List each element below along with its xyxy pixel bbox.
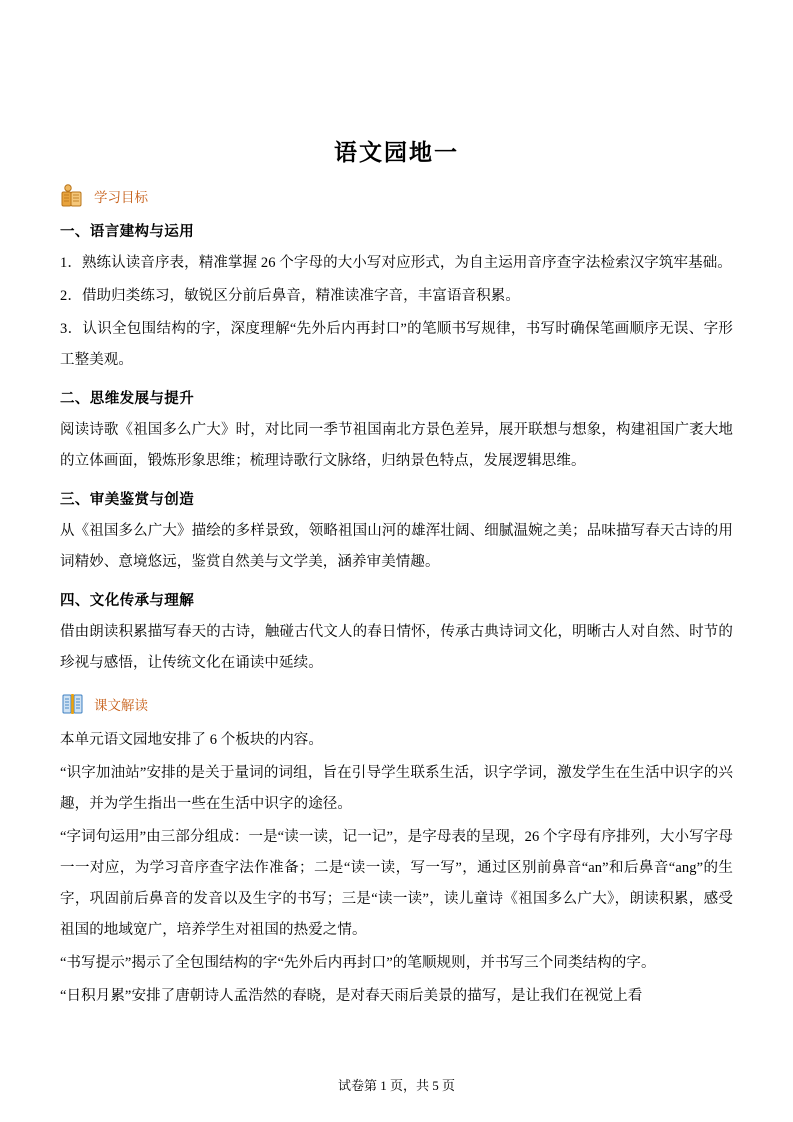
content-group [60,589,733,679]
paragraph: “日积月累”安排了唐朝诗人孟浩然的春晓，是对春天雨后美景的描写，是让我们在视觉上看 [60,988,643,1004]
subheading: 四、文化传承与理解 [60,593,195,609]
paragraph: “书写提示”揭示了全包围结构的字“先外后内再封口”的笔顺规则，并书写三个同类结构的字。 [60,955,656,971]
section-header-study-goal [60,183,733,209]
paragraph: 1．熟练认读音序表，精准掌握 26 个字母的大小写对应形式，为自主运用音序查字法检索汉字筑牢基础。 [60,255,732,271]
section-heading-label: 课文解读 [94,698,148,713]
text-reading-icon [60,691,86,717]
study-goal-icon [60,183,86,209]
page-footer: 试卷第 1 页，共 5 页 [337,1078,455,1093]
content-group [60,725,733,1012]
section-header-text-reading [60,691,733,717]
content-group [60,488,733,578]
subheading: 三、审美鉴赏与创造 [60,492,195,508]
content-group [60,220,733,376]
paragraph: 阅读诗歌《祖国多么广大》时，对比同一季节祖国南北方景色差异，展开联想与想象，构建祖国广袤大地的立体画面，锻炼形象思维；梳理诗歌行文脉络，归纳景色特点，发展逻辑思维。 [60,422,733,469]
section-heading-label: 学习目标 [94,190,148,205]
paragraph: “识字加油站”安排的是关于量词的词组，旨在引导学生联系生活，识字学词，激发学生在生活中识字的兴趣，并为学生指出一些在生活中识字的途径。 [60,765,733,812]
paragraph: 从《祖国多么广大》描绘的多样景致，领略祖国山河的雄浑壮阔、细腻温婉之美；品味描写春天古诗的用词精妙、意境悠远，鉴赏自然美与文学美，涵养审美情趣。 [60,523,733,570]
page-title: 语文园地一 [334,140,459,165]
paragraph: 借由朗读积累描写春天的古诗，触碰古代文人的春日情怀，传承古典诗词文化，明晰古人对自然、时节的珍视与感悟，让传统文化在诵读中延续。 [60,624,733,671]
paragraph: 本单元语文园地安排了 6 个板块的内容。 [60,732,323,748]
paragraph: “字词句运用”由三部分组成：一是“读一读，记一记”，是字母表的呈现，26 个字母有序排列，大小写字母一一对应，为学习音序查字法作准备；二是“读一读，写一写”，通过区别前鼻音“an”和后鼻音“ang”的生字，巩固前后鼻音的发音以及生字的书写；三是“读一读”，读儿童诗《祖国多么广大》，朗读积累，感受祖国的地域宽广，培养学生对祖国的热爱之情。 [60,829,733,938]
content-group [60,387,733,477]
paragraph: 3．认识全包围结构的字，深度理解“先外后内再封口”的笔顺书写规律，书写时确保笔画顺序无误、字形工整美观。 [60,321,733,368]
paragraph: 2．借助归类练习，敏锐区分前后鼻音，精准读准字音，丰富语音积累。 [60,288,520,304]
subheading: 一、语言建构与运用 [60,224,195,240]
subheading: 二、思维发展与提升 [60,391,195,407]
